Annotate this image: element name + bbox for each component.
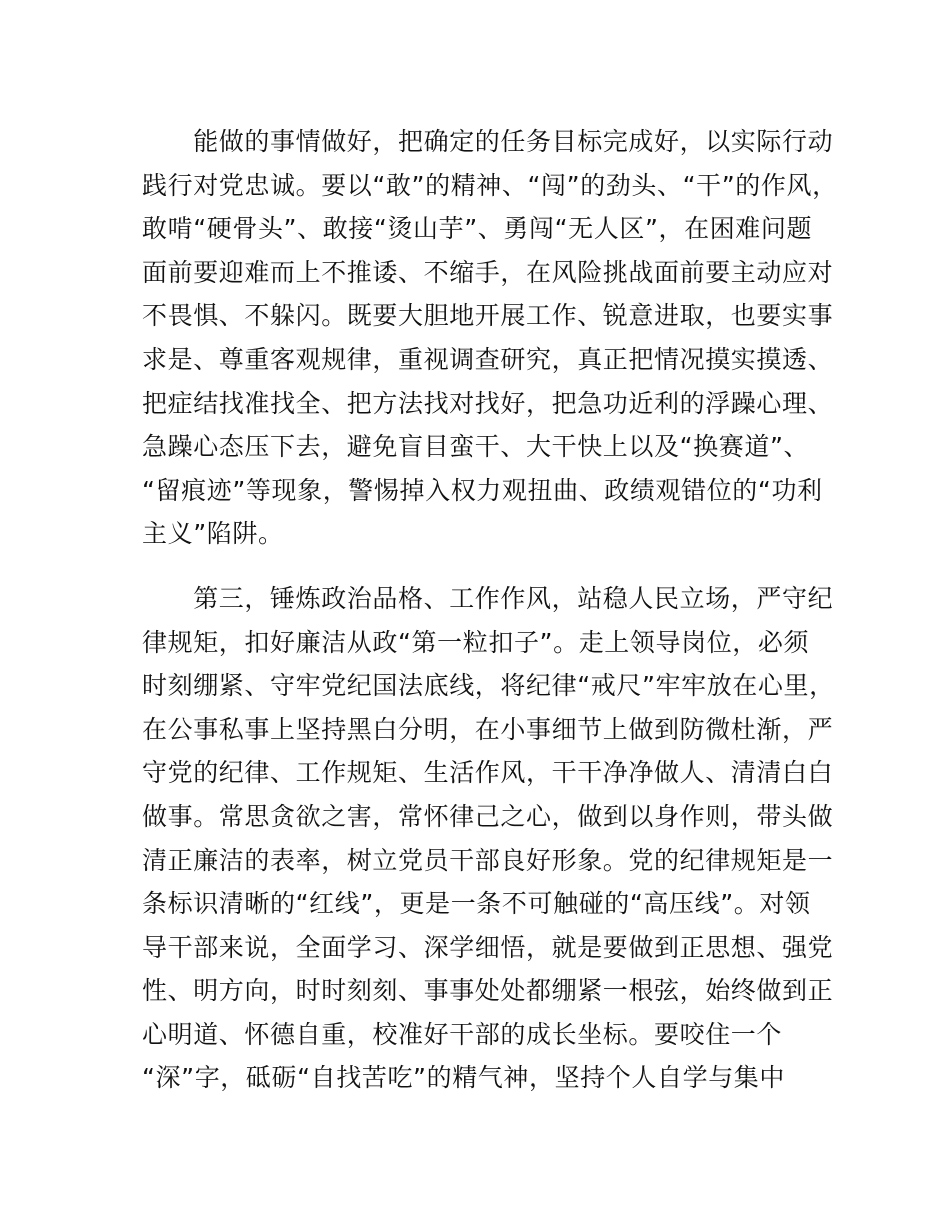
text-line: 把症结找准找全、把方法找对找好，把急功近利的浮躁心理、 (142, 388, 834, 418)
document-body (142, 120, 842, 1100)
text-line: “深”字，砥砺“自找苦吃”的精气神，坚持个人自学与集中 (142, 1063, 786, 1093)
text-line: 主义”陷阱。 (142, 519, 284, 549)
paragraph-1 (142, 120, 842, 556)
text-line: 能做的事情做好，把确定的任务目标完成好，以实际行动 (142, 127, 834, 156)
text-line: 敢啃“硬骨头”、敢接“烫山芋”、勇闯“无人区”，在困难问题 (142, 214, 813, 244)
text-line: 急躁心态压下去，避免盲目蛮干、大干快上以及“换赛道”、 (142, 432, 810, 462)
text-line: 面前要迎难而上不推诿、不缩手，在风险挑战面前要主动应对 (142, 257, 834, 287)
text-line: 清正廉洁的表率，树立党员干部良好形象。党的纪律规矩是一 (142, 845, 834, 875)
text-line: 在公事私事上坚持黑白分明，在小事细节上做到防微杜渐，严 (142, 714, 834, 744)
text-line: 性、明方向，时时刻刻、事事处处都绷紧一根弦，始终做到正 (142, 976, 834, 1006)
text-line: 第三，锤炼政治品格、工作作风，站稳人民立场，严守纪 (142, 583, 834, 613)
text-line: 做事。常思贪欲之害，常怀律己之心，做到以身作则，带头做 (142, 801, 834, 831)
text-line: 心明道、怀德自重，校准好干部的成长坐标。要咬住一个 (142, 1019, 783, 1049)
paragraph-2 (142, 577, 842, 1100)
text-line: “留痕迹”等现象，警惕掉入权力观扭曲、政绩观错位的“功利 (142, 475, 823, 505)
text-line: 条标识清晰的“红线”，更是一条不可触碰的“高压线”。对领 (142, 889, 811, 919)
text-line: 践行对党忠诚。要以“敢”的精神、“闯”的劲头、“干”的作风， (142, 170, 838, 200)
paragraph-spacer (142, 556, 842, 577)
text-line: 不畏惧、不躲闪。既要大胆地开展工作、锐意进取，也要实事 (142, 301, 834, 331)
text-line: 守党的纪律、工作规矩、生活作风，干干净净做人、清清白白 (142, 758, 834, 788)
text-line: 导干部来说，全面学习、深学细悟，就是要做到正思想、强党 (142, 932, 834, 962)
text-line: 时刻绷紧、守牢党纪国法底线，将纪律“戒尺”牢牢放在心里， (142, 671, 835, 701)
text-line: 求是、尊重客观规律，重视调查研究，真正把情况摸实摸透、 (142, 344, 834, 374)
text-line: 律规矩，扣好廉洁从政“第一粒扣子”。走上领导岗位，必须 (142, 627, 810, 657)
